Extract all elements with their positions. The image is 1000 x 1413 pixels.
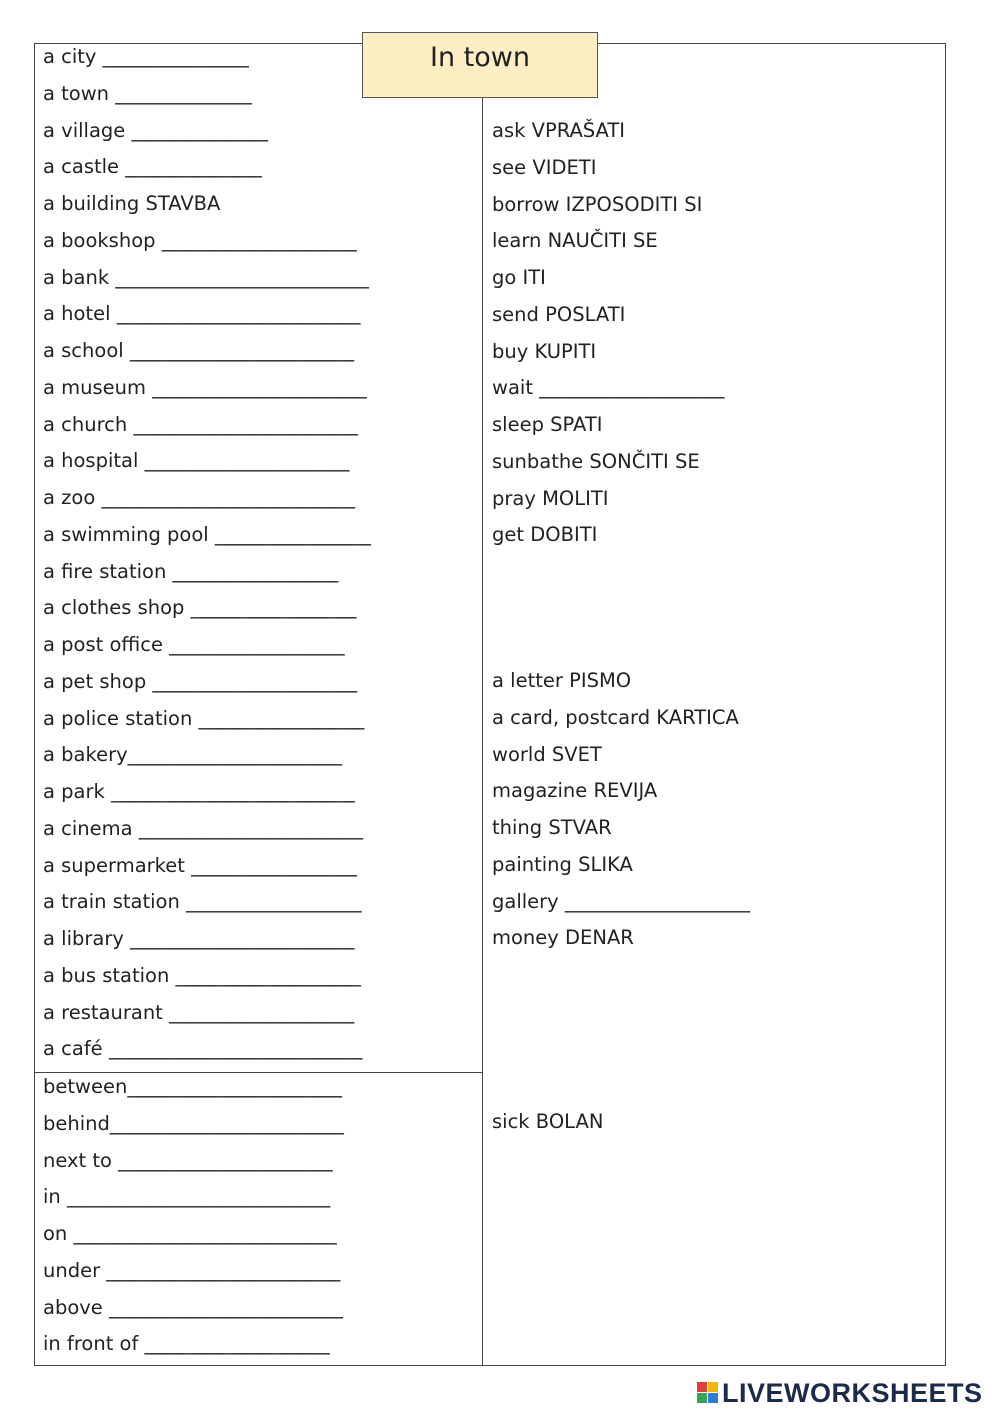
- verb-item: sunbathe SONČITI SE: [492, 449, 700, 473]
- place-item[interactable]: a police station _________________: [43, 706, 365, 730]
- place-item[interactable]: a school _______________________: [43, 339, 355, 362]
- logo-square: [708, 1382, 718, 1392]
- preposition-item[interactable]: under ________________________: [43, 1258, 341, 1282]
- place-item[interactable]: a swimming pool ________________: [43, 522, 371, 546]
- place-item[interactable]: a café __________________________: [43, 1037, 363, 1061]
- place-item[interactable]: a hotel _________________________: [43, 302, 361, 326]
- place-item[interactable]: a train station __________________: [43, 890, 362, 914]
- verb-item: send POSLATI: [492, 302, 626, 326]
- place-item[interactable]: a bank __________________________: [43, 265, 369, 289]
- place-item[interactable]: a church _______________________: [43, 412, 358, 436]
- logo-square: [697, 1382, 707, 1392]
- place-item[interactable]: a bus station ___________________: [43, 963, 361, 987]
- noun-item: magazine REVIJA: [492, 779, 658, 803]
- verb-item: sleep SPATI: [492, 413, 603, 436]
- preposition-item[interactable]: on ___________________________: [43, 1222, 337, 1245]
- verb-item: get DOBITI: [492, 523, 598, 547]
- place-item[interactable]: a clothes shop _________________: [43, 596, 357, 620]
- noun-item: thing STVAR: [492, 816, 612, 839]
- logo-square: [708, 1393, 718, 1403]
- logo-square: [697, 1393, 707, 1403]
- place-item[interactable]: a village ______________: [43, 118, 268, 142]
- noun-item: money DENAR: [492, 926, 634, 950]
- verb-item: pray MOLITI: [492, 486, 609, 510]
- preposition-item[interactable]: behind________________________: [43, 1111, 344, 1135]
- place-item[interactable]: a hospital _____________________: [43, 449, 350, 473]
- place-item[interactable]: a bakery______________________: [43, 743, 343, 767]
- title-box: [362, 32, 598, 98]
- verb-item: learn NAUČITI SE: [492, 229, 658, 253]
- noun-item: a card, postcard KARTICA: [492, 705, 739, 729]
- verb-item[interactable]: wait ___________________: [492, 376, 725, 400]
- extra-list: [492, 1109, 603, 1146]
- verbs-list: [492, 118, 724, 559]
- place-item[interactable]: a museum ______________________: [43, 375, 367, 399]
- verb-item: go ITI: [492, 266, 546, 289]
- place-item[interactable]: a supermarket _________________: [43, 853, 357, 877]
- places-list: [43, 44, 371, 1073]
- verb-item: see VIDETI: [492, 155, 597, 179]
- verb-item: borrow IZPOSODITI SI: [492, 192, 703, 216]
- preposition-item[interactable]: in front of ___________________: [43, 1332, 330, 1356]
- place-item[interactable]: a bookshop ____________________: [43, 228, 357, 252]
- noun-item: a letter PISMO: [492, 669, 632, 692]
- liveworksheets-logo: [697, 1378, 983, 1408]
- noun-item[interactable]: gallery ___________________: [492, 889, 751, 913]
- preposition-item[interactable]: next to ______________________: [43, 1148, 333, 1172]
- place-item: a building STAVBA: [43, 192, 221, 215]
- place-item[interactable]: a park _________________________: [43, 780, 355, 803]
- logo-mark-icon: [697, 1382, 719, 1404]
- place-item[interactable]: a pet shop _____________________: [43, 669, 358, 693]
- preposition-item[interactable]: above ________________________: [43, 1295, 343, 1319]
- preposition-item[interactable]: in ___________________________: [43, 1185, 331, 1209]
- verb-item: buy KUPITI: [492, 339, 597, 363]
- place-item[interactable]: a restaurant ___________________: [43, 1000, 355, 1024]
- noun-item: world SVET: [492, 742, 602, 766]
- nouns-list: [492, 668, 750, 962]
- place-item[interactable]: a library _______________________: [43, 927, 355, 950]
- logo-text: LIVEWORKSHEETS: [722, 1377, 983, 1408]
- place-item[interactable]: a fire station _________________: [43, 559, 339, 583]
- prepositions-list: [43, 1074, 344, 1368]
- column-divider: [482, 98, 483, 1366]
- place-item[interactable]: a zoo __________________________: [43, 486, 355, 509]
- noun-item: painting SLIKA: [492, 852, 633, 876]
- place-item[interactable]: a cinema _______________________: [43, 816, 364, 840]
- place-item[interactable]: a post office __________________: [43, 633, 345, 656]
- extra-item: sick BOLAN: [492, 1110, 604, 1133]
- place-item[interactable]: a city _______________: [43, 45, 249, 68]
- place-item[interactable]: a town ______________: [43, 81, 252, 105]
- verb-item: ask VPRAŠATI: [492, 119, 626, 142]
- page-title: In town: [430, 42, 530, 73]
- place-item[interactable]: a castle ______________: [43, 155, 262, 179]
- preposition-item[interactable]: between______________________: [43, 1075, 342, 1098]
